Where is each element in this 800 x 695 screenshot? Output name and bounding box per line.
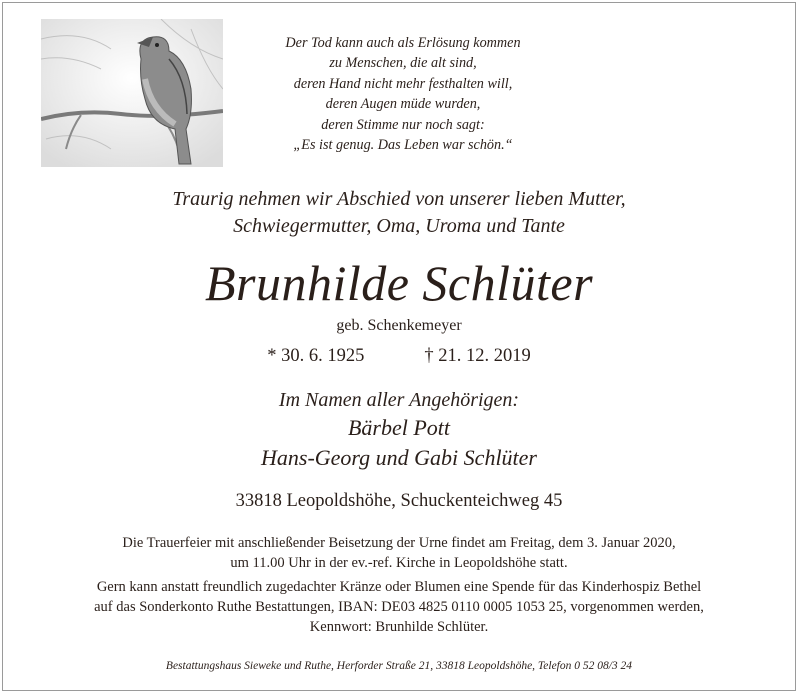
funeral-info-line: um 11.00 Uhr in der ev.-ref. Kirche in Leopoldshöhe statt. xyxy=(230,555,568,571)
mourners-intro: Im Namen aller Angehörigen: xyxy=(278,389,520,411)
death-date: † 21. 12. 2019 xyxy=(424,346,531,366)
mourner-name: Bärbel Pott xyxy=(347,415,451,440)
funeral-info xyxy=(3,533,795,573)
maiden-name: geb. Schenkemeyer xyxy=(336,317,462,334)
family-address: 33818 Leopoldshöhe, Schuckenteichweg 45 xyxy=(235,491,563,511)
donation-info-line: Gern kann anstatt freundlich zugedachter Kränze oder Blumen eine Spende für das Kinderhospiz Bethel xyxy=(96,579,702,595)
poem xyxy=(233,33,573,155)
donation-info-line: auf das Sonderkonto Ruthe Bestattungen, IBAN: DE03 4825 0110 0005 1053 25, vorgenommen werden, xyxy=(94,599,704,615)
farewell-intro-line: Schwiegermutter, Oma, Uroma und Tante xyxy=(233,215,565,237)
funeral-info-line: Die Trauerfeier mit anschließender Beisetzung der Urne findet am Freitag, dem 3. Januar 2020, xyxy=(122,535,676,551)
bird-on-branch-icon xyxy=(41,19,223,167)
poem-line: „Es ist genug. Das Leben war schön.“ xyxy=(293,137,513,154)
poem-line: deren Augen müde wurden, xyxy=(325,96,481,113)
poem-line: deren Hand nicht mehr festhalten will, xyxy=(293,75,513,92)
life-dates xyxy=(3,344,795,368)
birth-date: * 30. 6. 1925 xyxy=(267,346,365,366)
poem-line: deren Stimme nur noch sagt: xyxy=(321,116,485,133)
farewell-intro xyxy=(3,186,795,240)
farewell-intro-line: Traurig nehmen wir Abschied von unserer lieben Mutter, xyxy=(172,188,626,210)
funeral-home-footer: Bestattungshaus Sieweke und Ruthe, Herforder Straße 21, 33818 Leopoldshöhe, Telefon 0 52 08/3 24 xyxy=(165,660,633,672)
donation-info xyxy=(3,577,795,637)
poem-line: Der Tod kann auch als Erlösung kommen xyxy=(285,35,521,51)
mourner-name: Hans-Georg und Gabi Schlüter xyxy=(261,445,537,470)
deceased-name: Brunhilde Schlüter xyxy=(204,255,594,311)
donation-info-line: Kennwort: Brunhilde Schlüter. xyxy=(309,619,489,635)
obituary-notice xyxy=(2,2,796,691)
poem-line: zu Menschen, die alt sind, xyxy=(329,55,477,72)
